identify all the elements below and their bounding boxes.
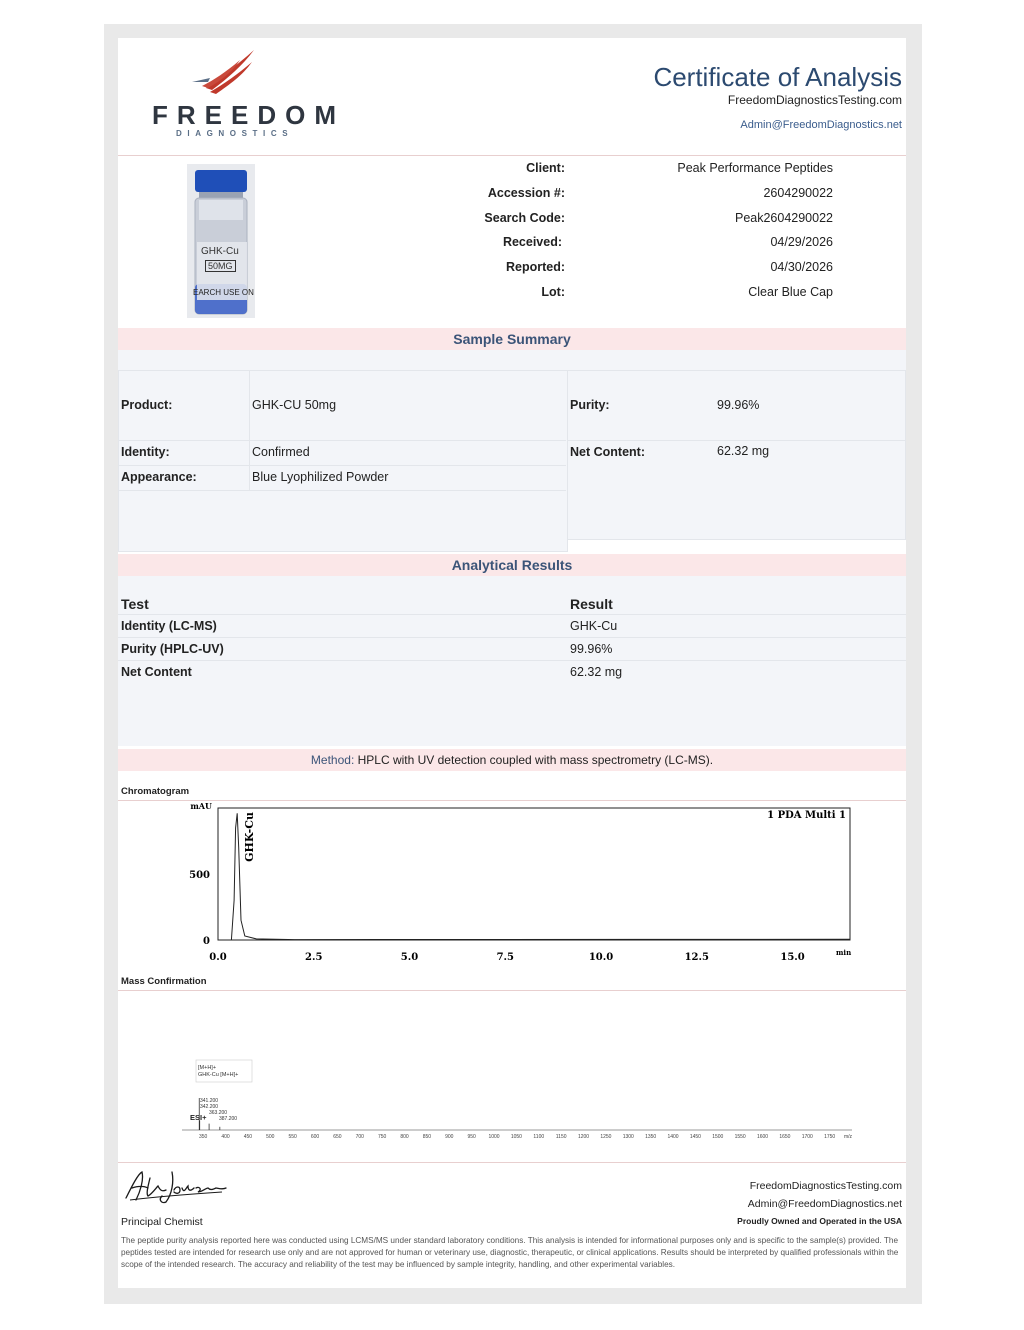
header-email: Admin@FreedomDiagnostics.net [740,119,902,131]
signature-image [122,1166,232,1206]
product-value: GHK-CU 50mg [252,398,337,412]
x-tick-label: 950 [467,1134,476,1140]
results-row-divider [118,637,906,638]
x-tick-label: 1700 [801,1134,813,1140]
accession-value: 2604290022 [763,186,833,200]
x-tick-label: 1200 [577,1134,590,1140]
x-tick-label: 12.5 [684,952,709,963]
x-tick-label: 700 [355,1134,364,1140]
x-tick-label: 15.0 [780,952,805,963]
footer-website: FreedomDiagnosticsTesting.com [749,1180,902,1192]
detector-label: 1 PDA Multi 1 [767,810,846,821]
mass-peak-label: 387.200 [219,1116,238,1122]
x-tick-label: 1500 [712,1134,724,1140]
logo-wordmark: FREEDOM [152,100,345,130]
x-tick-label: 1000 [488,1134,500,1140]
reported-value: 04/30/2026 [770,260,833,274]
result-row-test: Identity (LC-MS) [121,619,217,633]
purity-label: Purity: [570,398,610,412]
x-tick-label: 10.0 [588,952,614,963]
x-tick-label: 800 [400,1134,409,1140]
x-tick-label: 850 [422,1134,432,1140]
x-tick-label: 350 [199,1134,208,1140]
y-axis-unit: mAU [190,801,212,811]
disclaimer-text: The peptide purity analysis reported here was conducted using LCMS/MS under standard laboratory conditions. This analysis is intended for informational purposes only and is specific to the sample(s) provided. The peptides tested are intended for research use only and are not approved for human or veterinary use, diagnostic, therapeutic, or clinical applications. Results should be interpreted by qualified professionals within the scope of the intended research. The accuracy and reliability of the test may be influenced by sample integrity, handling, and other experimental variables. [121,1236,899,1269]
eagle-wing-logo-icon [188,48,258,94]
footer-email: Admin@FreedomDiagnostics.net [747,1198,902,1210]
x-tick-label: 900 [445,1134,454,1140]
reported-label: Reported: [505,260,565,274]
method-text: HPLC with UV detection coupled with mass spectrometry (LC-MS). [354,753,714,767]
mass-legend-line1: [M+H]+ [198,1065,217,1071]
x-tick-label: 1550 [734,1134,746,1140]
vial-label-name: GHK-Cu [201,246,239,257]
x-tick-label: 1350 [645,1134,657,1140]
search-code-label: Search Code: [484,211,565,225]
result-row-value: 99.96% [570,642,613,656]
appearance-value: Blue Lyophilized Powder [252,470,389,484]
mass-peak-label: 342.200 [200,1104,219,1110]
header-website: FreedomDiagnosticsTesting.com [727,93,902,107]
header-divider [118,155,906,156]
x-tick-label: 2.5 [305,952,323,963]
x-tick-label: 600 [310,1134,320,1140]
x-tick-label: 1300 [622,1134,634,1140]
result-row-value: GHK-Cu [570,619,618,633]
vial-label-dose: 50MG [205,260,236,272]
peak-label: GHK-Cu [243,812,257,862]
footer-divider [118,1162,906,1163]
chromatogram-trace [218,813,850,940]
summary-row-divider [118,465,566,466]
x-tick-label: 5.0 [400,952,419,963]
purity-value: 99.96% [717,398,760,412]
y-tick-label: 500 [189,870,210,881]
results-row-divider [118,614,906,615]
method-label: Method: [310,753,355,767]
certificate-page [118,38,906,1288]
x-tick-label: 1050 [510,1134,522,1140]
lot-value: Clear Blue Cap [748,285,833,299]
result-row-value: 62.32 mg [570,665,623,679]
x-tick-label: 1250 [600,1134,612,1140]
results-col-test: Test [121,596,149,612]
mass-peak-label: 363.200 [209,1110,228,1116]
summary-col-divider [249,370,250,490]
x-tick-label: 1600 [756,1134,769,1140]
client-label: Client: [526,161,565,175]
mass-spectrum-chart [118,990,906,1150]
x-tick-label: 1150 [555,1134,567,1140]
x-axis-unit: min [836,948,852,957]
chromatogram-chart [118,800,906,980]
client-value: Peak Performance Peptides [677,161,833,175]
mass-legend-line2: GHK-Cu [M+H]+ [198,1072,239,1078]
x-tick-label: 550 [288,1134,297,1140]
document-title: Certificate of Analysis [653,62,902,92]
results-col-result: Result [570,596,613,612]
vial-label-use: EARCH USE ON [193,288,254,297]
vial-photo [187,164,255,318]
summary-row-divider [118,440,566,441]
footer-owned: Proudly Owned and Operated in the USA [737,1216,902,1226]
appearance-label: Appearance: [121,470,197,484]
net-content-value: 62.32 mg [717,444,770,458]
received-value: 04/29/2026 [770,235,833,249]
identity-label: Identity: [121,445,170,459]
summary-row-divider [567,440,905,441]
search-code-value: Peak2604290022 [734,211,833,225]
summary-spacer [118,350,906,370]
x-tick-label: 400 [221,1134,230,1140]
summary-row-divider [118,490,566,491]
mass-legend-box [196,1060,252,1082]
x-tick-label: 0.0 [209,952,227,963]
received-label: Received: [502,235,562,249]
x-tick-label: 450 [243,1134,253,1140]
results-row-divider [118,660,906,661]
mass-peak-label: 341.200 [200,1098,219,1104]
x-tick-label: 1750 [824,1134,836,1140]
x-tick-label: 1650 [779,1134,791,1140]
x-tick-label: 1100 [533,1134,545,1140]
x-tick-label: 1400 [667,1134,679,1140]
signatory-role: Principal Chemist [121,1216,203,1228]
identity-value: Confirmed [252,445,310,459]
net-content-label: Net Content: [570,445,645,459]
result-row-test: Purity (HPLC-UV) [121,642,224,656]
plot-frame [218,808,850,940]
logo-subtitle: DIAGNOSTICS [176,129,294,138]
ionization-label: ESI+ [190,1113,207,1122]
mass-confirmation-title: Mass Confirmation [121,976,207,987]
lot-label: Lot: [541,285,565,299]
y-tick-label: 0 [203,936,210,947]
x-tick-label: 750 [377,1134,387,1140]
summary-left-panel [118,370,568,552]
x-tick-label: 1450 [689,1134,701,1140]
x-axis-unit: m/z [844,1134,853,1140]
sample-summary-header: Sample Summary [118,328,906,350]
accession-label: Accession #: [487,186,565,200]
results-panel [118,576,906,746]
x-tick-label: 500 [266,1134,275,1140]
chromatogram-title: Chromatogram [121,786,190,797]
x-tick-label: 650 [333,1134,342,1140]
result-row-test: Net Content [121,665,192,679]
analytical-results-header: Analytical Results [118,554,906,576]
method-bar [118,749,906,771]
product-label: Product: [121,398,173,412]
x-tick-label: 7.5 [496,952,514,963]
